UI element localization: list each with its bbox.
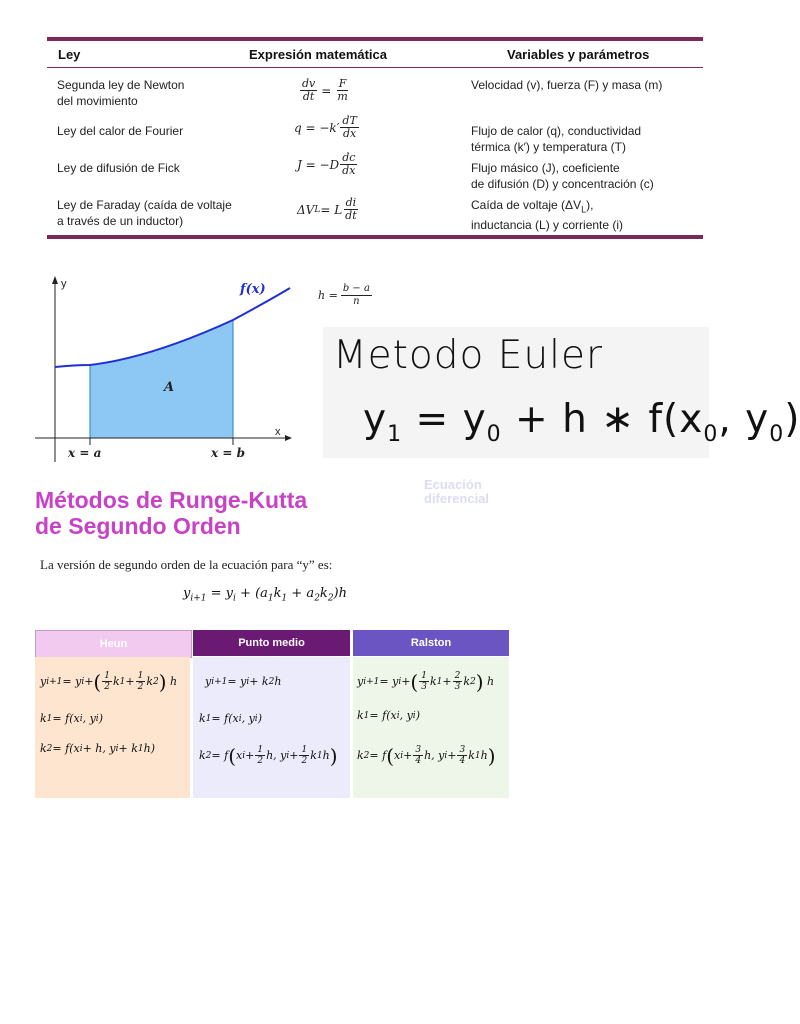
ralston-y-eq: y i+1 = y i + ( $\frac{1}{3}$ k 1 + $\frac{2}{3}$ k 2 ) h: [357, 669, 495, 694]
ralston-k2: k 2 = f ( x i + $\frac{3}{4}$ h, y i + $\frac{3}{4}$ k 1 h ): [357, 743, 496, 768]
law-fick: Ley de difusión de Fick: [57, 161, 180, 175]
euler-formula: $y_1 = y_0 + h$ ∗ $f(x_0$, $y_0$): [363, 397, 800, 447]
header-variables: Variables y parámetros: [507, 47, 650, 62]
area-under-curve: [90, 320, 233, 438]
heun-y-eq: y i+1 = y i + ( $\frac{1}{2}$ k 1 + $\frac{1}{2}$ k 2 ) h: [40, 669, 178, 694]
euler-title: Metodo Euler: [333, 333, 604, 378]
y-axis-label: y: [61, 278, 67, 290]
expr-fourier: q = −k′ $\frac{dT}{dx}$: [294, 114, 357, 140]
ghost-label: Ecuación diferencial: [424, 477, 490, 506]
punto-medio-k2: k 2 = f ( x i + $\frac{1}{2}$ h, y i + $\frac{1}{2}$ k 1 h ): [199, 743, 338, 768]
heun-column: [35, 657, 190, 798]
ralston-k1: k 1 = f(x i , y i ): [357, 709, 420, 722]
y-axis-arrow: [52, 276, 58, 284]
graph-svg: [30, 270, 300, 468]
curve-label: f(x): [240, 282, 266, 297]
heun-k2: k 2 = f(x i + h, y i + k 1 h): [40, 742, 155, 755]
vars-newton: Velocidad (v), fuerza (F) y masa (m): [471, 78, 663, 92]
area-label: A: [164, 380, 175, 395]
header-heun: Heun: [35, 630, 192, 658]
x-axis-arrow: [285, 435, 292, 441]
h-formula: h = $\frac{b - a}{n}$: [318, 283, 370, 307]
table-bottom-rule: [47, 235, 703, 239]
expr-fick: J = −D $\frac{dc}{dx}$: [297, 151, 356, 177]
punto-medio-k1: k 1 = f(x i , y i ): [199, 712, 262, 725]
laws-table: [47, 37, 703, 241]
table-top-rule: [47, 37, 703, 41]
x-axis-label: x: [275, 426, 281, 438]
header-ralston: Ralston: [353, 630, 509, 656]
punto-medio-column: [193, 657, 350, 798]
bound-b-label: x = b: [211, 446, 245, 460]
runge-kutta-equation: $y_{i+1} = y_i + (a_1k_1 + a_2k_2)h$: [183, 586, 347, 604]
ralston-column: [353, 657, 509, 798]
law-newton: Segunda ley de Newton del movimiento: [57, 78, 185, 108]
runge-kutta-intro: La versión de segundo orden de la ecuación para “y” es:: [40, 557, 333, 572]
vars-fourier: Flujo de calor (q), conductividad térmica (k′) y temperatura (T): [471, 124, 642, 154]
punto-medio-y-eq: y i+1 = y i + k 2 h: [205, 675, 282, 688]
header-expresion: Expresión matemática: [249, 47, 388, 62]
methods-table: [35, 630, 509, 798]
header-ley: Ley: [58, 47, 81, 62]
table-header-rule: [47, 67, 703, 68]
runge-kutta-title: Métodos de Runge-Kutta de Segundo Orden: [35, 487, 308, 539]
vars-fick: Flujo másico (J), coeficiente de difusión (D) y concentración (c): [471, 161, 654, 191]
bound-a-label: x = a: [68, 446, 102, 460]
integral-graph: [30, 270, 300, 468]
law-fourier: Ley del calor de Fourier: [57, 124, 184, 138]
law-faraday: Ley de Faraday (caída de voltaje a través de un inductor): [57, 198, 232, 228]
expr-newton: $\frac{dv}{dt}$ = $\frac{F}{m}$: [302, 77, 348, 103]
euler-note: [323, 327, 800, 458]
vars-faraday: Caída de voltaje $(\Delta V_L)$, inductancia (L) y corriente (i): [471, 198, 624, 233]
expr-faraday: ΔV L = L $\frac{di}{dt}$: [297, 196, 357, 222]
header-punto-medio: Punto medio: [193, 630, 350, 656]
heun-k1: k 1 = f(x i , y i ): [40, 712, 103, 725]
